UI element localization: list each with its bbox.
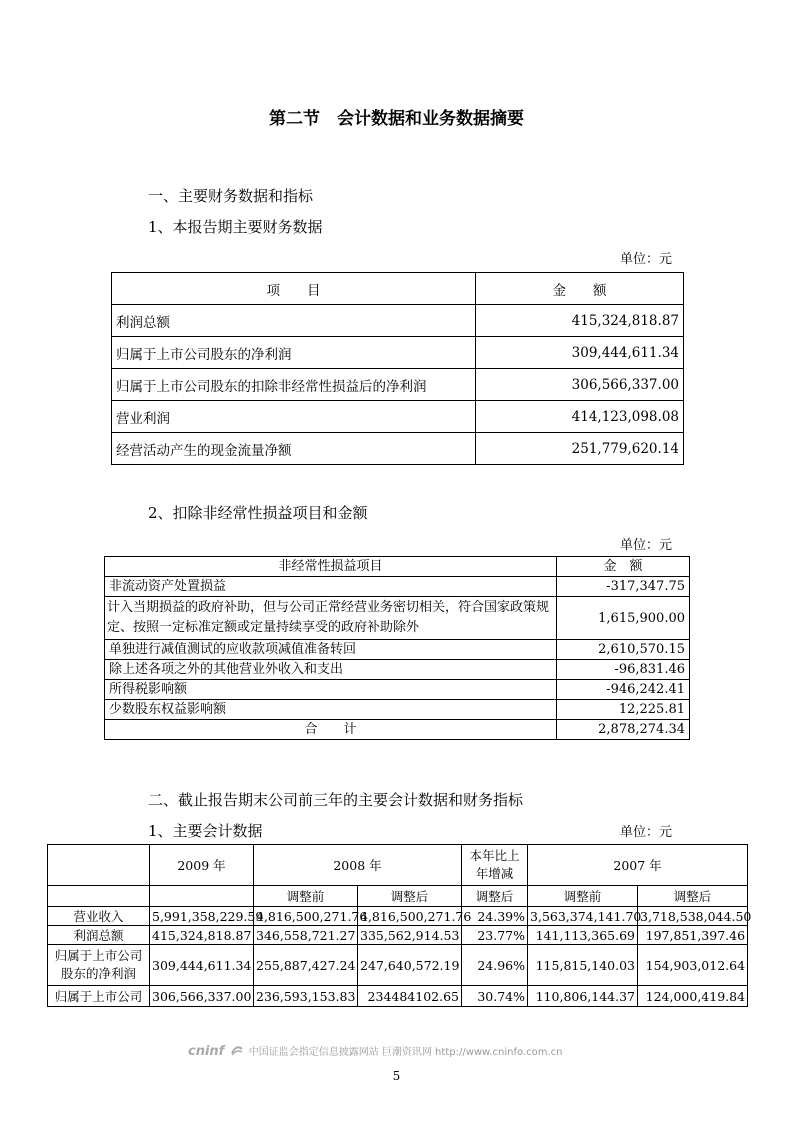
row-label: 利润总额: [48, 926, 150, 945]
row-value: 1,615,900.00: [557, 597, 690, 640]
row-value: -96,831.46: [557, 660, 690, 680]
cell: 24.39%: [462, 907, 528, 926]
row-label: 经营活动产生的现金流量净额: [112, 433, 476, 465]
subsection-heading-1-2: 2、扣除非经常性损益项目和金额: [148, 504, 368, 522]
cell: 415,324,818.87: [150, 926, 254, 945]
cninf-logo: cninf: [188, 1044, 225, 1059]
cell: 335,562,914.53: [358, 926, 462, 945]
subsection-heading-2-1: 1、主要会计数据: [148, 822, 263, 840]
row-label: 所得税影响额: [105, 680, 557, 700]
table-row: [105, 680, 690, 700]
table-row: [105, 577, 690, 597]
table-row: [112, 401, 684, 433]
cell: 24.96%: [462, 945, 528, 986]
header-yoy-change: 本年比上年增减: [462, 845, 528, 886]
column-header-amount: 金 额: [557, 557, 690, 577]
row-value: 309,444,611.34: [476, 337, 684, 369]
footer: [188, 1043, 562, 1059]
cell: 4,816,500,271.76: [254, 907, 358, 926]
table-header-row: [48, 845, 748, 886]
section-heading-2: 二、截止报告期末公司前三年的主要会计数据和财务指标: [148, 791, 524, 809]
unit-label-2: 单位：元: [620, 538, 673, 553]
cell: 30.74%: [462, 986, 528, 1007]
subheader-change-after: 调整后: [462, 886, 528, 907]
row-value: 2,610,570.15: [557, 640, 690, 660]
header-2009: 2009 年: [150, 845, 254, 886]
cell: 110,806,144.37: [528, 986, 638, 1007]
header-2008: 2008 年: [254, 845, 462, 886]
row-value: 251,779,620.14: [476, 433, 684, 465]
row-label: 利润总额: [112, 305, 476, 337]
cell: 197,851,397.46: [638, 926, 748, 945]
row-value: -946,242.41: [557, 680, 690, 700]
unit-label-1: 单位：元: [620, 252, 673, 267]
row-label: 归属于上市公司股东的净利润: [48, 945, 150, 986]
cell: 141,113,365.69: [528, 926, 638, 945]
cell: 115,815,140.03: [528, 945, 638, 986]
row-value: 414,123,098.08: [476, 401, 684, 433]
table-row: [48, 986, 748, 1007]
subheader-2008-before: 调整前: [254, 886, 358, 907]
cell: 346,558,721.27: [254, 926, 358, 945]
row-value: -317,347.75: [557, 577, 690, 597]
subheader-blank: [48, 886, 150, 907]
non-recurring-items-table: [104, 556, 690, 740]
row-label: 除上述各项之外的其他营业外收入和支出: [105, 660, 557, 680]
cninfo-swoosh-icon: [231, 1046, 243, 1056]
key-financial-data-table: [111, 272, 684, 465]
row-label: 计入当期损益的政府补助，但与公司正常经营业务密切相关，符合国家政策规定、按照一定标准定额或定量持续享受的政府补助除外: [105, 597, 557, 640]
table-total-row: [105, 720, 690, 740]
row-label: 营业利润: [112, 401, 476, 433]
section-heading-1: 一、主要财务数据和指标: [148, 187, 314, 205]
table-header-row: [112, 273, 684, 305]
cell: 306,566,337.00: [150, 986, 254, 1007]
page-number: 5: [392, 1069, 401, 1083]
table-row: [112, 305, 684, 337]
cell: 154,903,012.64: [638, 945, 748, 986]
total-label: 合 计: [105, 720, 557, 740]
subheader-2007-after: 调整后: [638, 886, 748, 907]
cell: 23.77%: [462, 926, 528, 945]
cell: 236,593,153.83: [254, 986, 358, 1007]
header-blank: [48, 845, 150, 886]
table-row: [112, 337, 684, 369]
row-label: 单独进行减值测试的应收款项减值准备转回: [105, 640, 557, 660]
three-year-accounting-table: [47, 844, 752, 1007]
row-label: 归属于上市公司股东的扣除非经常性损益后的净利润: [112, 369, 476, 401]
row-value: 12,225.81: [557, 700, 690, 720]
table-row: [112, 433, 684, 465]
table-row: [112, 369, 684, 401]
table-header-row: [105, 557, 690, 577]
page-title: 第二节 会计数据和业务数据摘要: [269, 109, 524, 129]
cell: 3,563,374,141.70: [528, 907, 638, 926]
table-row: [48, 926, 748, 945]
cell: 247,640,572.19: [358, 945, 462, 986]
table-row: [48, 945, 748, 986]
table-row: [105, 640, 690, 660]
header-2007: 2007 年: [528, 845, 748, 886]
row-label: 少数股东权益影响额: [105, 700, 557, 720]
cell: 255,887,427.24: [254, 945, 358, 986]
column-header-item: 非经常性损益项目: [105, 557, 557, 577]
row-label: 归属于上市公司: [48, 986, 150, 1007]
cell: 3,718,538,044.50: [638, 907, 748, 926]
subheader-2007-before: 调整前: [528, 886, 638, 907]
row-value: 306,566,337.00: [476, 369, 684, 401]
row-value: 415,324,818.87: [476, 305, 684, 337]
footer-text: 中国证监会指定信息披露网站 巨潮资讯网 http://www.cninfo.com.cn: [248, 1047, 563, 1058]
table-subheader-row: [48, 886, 748, 907]
cell: 4,816,500,271.76: [358, 907, 462, 926]
column-header-amount: 金 额: [476, 273, 684, 305]
cell: 234484102.65: [358, 986, 462, 1007]
cell: 5,991,358,229.59: [150, 907, 254, 926]
row-label: 归属于上市公司股东的净利润: [112, 337, 476, 369]
subsection-heading-1-1: 1、本报告期主要财务数据: [148, 218, 323, 236]
unit-label-3: 单位：元: [620, 825, 673, 840]
cell: 124,000,419.84: [638, 986, 748, 1007]
table-row: [105, 700, 690, 720]
subheader-2008-after: 调整后: [358, 886, 462, 907]
row-label: 营业收入: [48, 907, 150, 926]
table-row: [105, 597, 690, 640]
total-value: 2,878,274.34: [557, 720, 690, 740]
row-label: 非流动资产处置损益: [105, 577, 557, 597]
cell: 309,444,611.34: [150, 945, 254, 986]
table-row: [48, 907, 748, 926]
table-row: [105, 660, 690, 680]
subheader-blank: [150, 886, 254, 907]
column-header-item: 项 目: [112, 273, 476, 305]
